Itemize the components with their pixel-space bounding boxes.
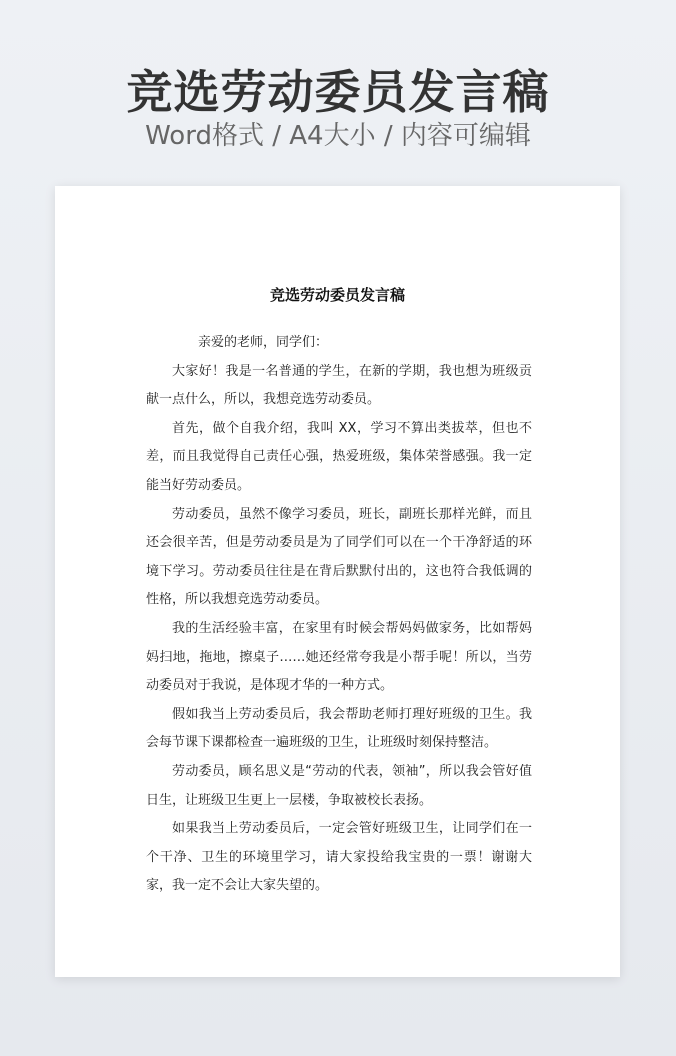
document-title: 竞选劳动委员发言稿	[269, 286, 405, 304]
paragraph: 假如我当上劳动委员后，我会帮助老师打理好班级的卫生。我会每节课下课都检查一遍班级的卫生，让班级时刻保持整洁。	[146, 706, 532, 751]
banner	[0, 0, 676, 170]
document-body	[146, 329, 532, 901]
paragraph: 如果我当上劳动委员后，一定会管好班级卫生，让同学们在一个干净、卫生的环境里学习，请大家投给我宝贵的一票！谢谢大家，我一定不会让大家失望的。	[146, 821, 532, 894]
paragraph: 大家好！我是一名普通的学生，在新的学期，我也想为班级贡献一点什么，所以，我想竞选劳动委员。	[146, 363, 532, 408]
paragraph: 劳动委员，虽然不像学习委员，班长，副班长那样光鲜，而且还会很辛苦，但是劳动委员是为了同学们可以在一个干净舒适的环境下学习。劳动委员往往是在背后默默付出的，这也符合我低调的性格，所以我想竞选劳动委员。	[146, 506, 532, 608]
paragraph: 劳动委员，顾名思义是“劳动的代表，领袖”，所以我会管好值日生，让班级卫生更上一层楼，争取被校长表扬。	[146, 763, 532, 808]
paragraph: 我的生活经验丰富，在家里有时候会帮妈妈做家务，比如帮妈妈扫地，拖地，擦桌子……她还经常夸我是小帮手呢！所以，当劳动委员对于我说，是体现才华的一种方式。	[146, 620, 532, 694]
banner-title: 竞选劳动委员发言稿	[126, 65, 550, 119]
salutation: 亲爱的老师，同学们：	[198, 335, 329, 350]
document-page	[55, 186, 620, 977]
paragraph: 首先，做个自我介绍，我叫 XX，学习不算出类拔萃，但也不差，而且我觉得自己责任心强，热爱班级，集体荣誉感强。我一定能当好劳动委员。	[146, 420, 532, 493]
banner-subtitle: Word格式 / A4大小 / 内容可编辑	[145, 121, 531, 151]
